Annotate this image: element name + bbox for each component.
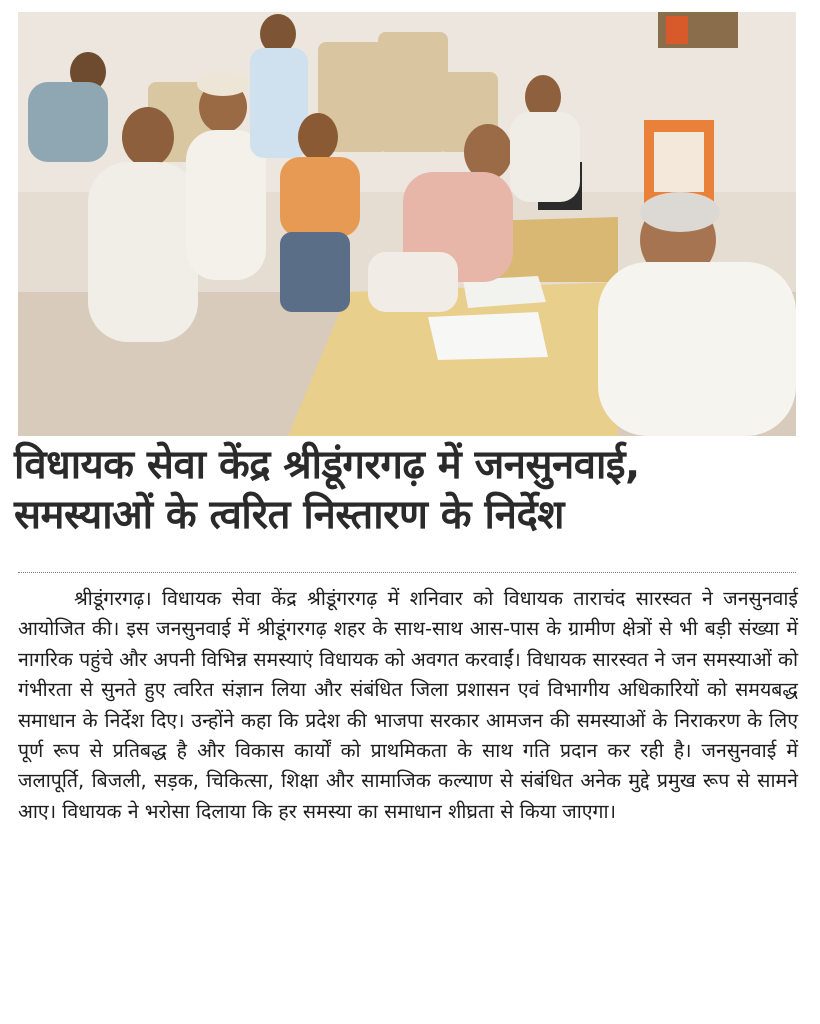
article-paragraph: श्रीडूंगरगढ़। विधायक सेवा केंद्र श्रीडूंगरगढ़ में शनिवार को विधायक ताराचंद सारस्वत ने जनसुनवाई आयोजित की। इस जनसुनवाई में श्रीडूंगरगढ़ शहर के साथ-साथ आस-पास के ग्रामीण क्षेत्रों से भी बड़ी संख्या में नागरिक पहुंचे और अपनी विभिन्न समस्याएं विधायक को अवगत करवाईं। विधायक सारस्वत ने जन समस्याओं को गंभीरता से सुनते हुए त्वरित संज्ञान लिया और संबंधित जिला प्रशासन एवं विभागीय अधिकारियों को समयबद्ध समाधान के निर्देश दिए। उन्होंने कहा कि प्रदेश की भाजपा सरकार आमजन की समस्याओं के निराकरण के लिए पूर्ण रूप से प्रतिबद्ध है और विकास कार्यों को प्राथमिकता के साथ गति प्रदान कर रही है। जनसुनवाई में जलापूर्ति, बिजली, सड़क, चिकित्सा, शिक्षा और सामाजिक कल्याण से संबंधित अनेक मुद्दे प्रमुख रूप से सामने आए। विधायक ने भरोसा दिलाया कि हर समस्या का समाधान शीघ्रता से किया जाएगा।: [18, 587, 798, 823]
photo-illustration: [18, 12, 796, 436]
headline-line-2: समस्याओं के त्वरित निस्तारण के निर्देश: [14, 492, 564, 538]
headline: [14, 440, 806, 540]
divider: [18, 572, 796, 573]
news-photo: [18, 12, 796, 436]
headline-line-1: विधायक सेवा केंद्र श्रीडूंगरगढ़ में जनसुनवाई,: [14, 442, 640, 488]
article-body: [18, 584, 798, 827]
